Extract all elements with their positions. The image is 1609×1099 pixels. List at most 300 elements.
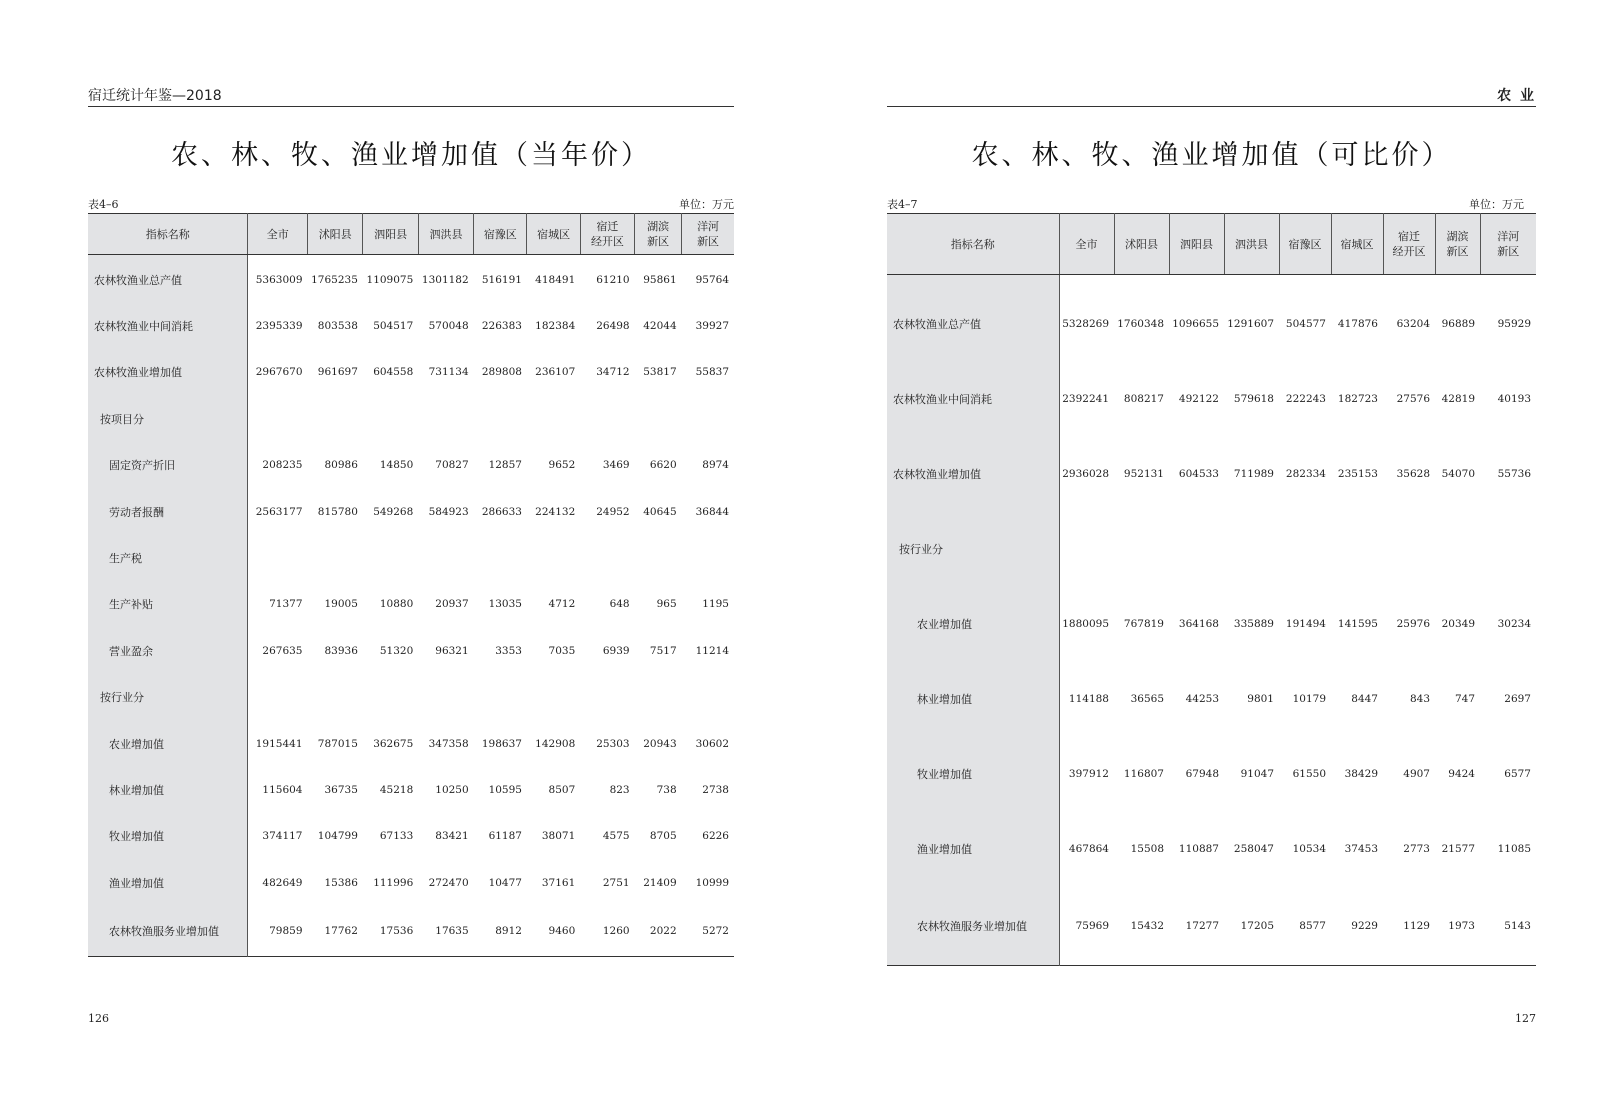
cell-value: 96321 [435,644,469,657]
cell-value: 8577 [1299,919,1326,932]
cell-value: 115604 [262,783,303,796]
cell-value [308,396,363,442]
table-title: 农、林、牧、渔业增加值（当年价） [171,140,651,171]
cell-value: 272470 [428,876,469,889]
cell-value: 5143 [1504,919,1531,932]
cell-value: 2936028 [1062,468,1109,480]
cell-value: 55736 [1497,468,1531,480]
cell-value [363,535,418,581]
cell-value: 747 [1454,693,1475,705]
cell-value [682,535,734,581]
cell-value: 843 [1409,693,1430,705]
cell-value: 10179 [1292,693,1326,705]
cell-value: 20349 [1441,618,1475,630]
table-row [88,813,734,859]
cell-value: 30234 [1497,618,1531,630]
cell-value: 67948 [1185,768,1219,780]
cell-value: 648 [609,598,630,611]
column-header: 宿豫区 [1279,214,1331,275]
running-header [887,86,1536,107]
row-label: 按行业分 [887,512,1059,587]
cell-value: 1109075 [366,273,414,286]
cell-value: 1915441 [255,737,303,750]
table-row [887,512,1536,587]
cell-value: 83421 [435,830,469,843]
table-row [88,396,734,442]
cell-value: 6226 [702,830,729,843]
cell-value: 6577 [1504,768,1531,780]
cell-value: 19005 [324,598,358,611]
cell-value: 808217 [1123,393,1164,405]
cell-value: 2773 [1403,843,1430,855]
cell-value: 10477 [488,876,522,889]
table-row [88,767,734,813]
column-header: 沭阳县 [308,214,363,255]
cell-value: 111996 [373,876,414,889]
row-label: 渔业增加值 [887,812,1059,887]
cell-value [248,396,308,442]
cell-value: 5328269 [1062,318,1109,331]
cell-value: 10534 [1292,843,1326,855]
cell-value: 26498 [596,320,630,333]
cell-value: 504577 [1285,318,1326,331]
cell-value: 14850 [379,459,414,472]
cell-value: 235153 [1337,468,1378,480]
cell-value: 95861 [643,273,677,286]
table-row [88,581,734,627]
cell-value [580,674,634,720]
cell-value: 191494 [1285,618,1326,630]
table-row [887,275,1536,362]
cell-value: 549268 [373,505,414,518]
cell-value: 823 [609,783,630,796]
cell-value: 965 [656,598,677,611]
cell-value: 5272 [702,924,729,937]
cell-value [363,674,418,720]
cell-value: 952131 [1123,468,1164,480]
cell-value [1224,512,1279,587]
column-header: 泗洪县 [418,214,473,255]
cell-value: 5363009 [255,273,303,286]
cell-value: 604558 [373,366,414,379]
cell-value [682,674,734,720]
cell-value [527,535,580,581]
table-row [88,535,734,581]
table-row [88,906,734,956]
cell-value: 110887 [1178,843,1219,855]
cell-value: 37161 [541,876,576,889]
cell-value: 15432 [1130,919,1164,932]
cell-value [1435,512,1480,587]
cell-value: 63204 [1396,318,1430,331]
table-row [887,887,1536,966]
cell-value: 1765235 [311,273,358,286]
cell-value: 516191 [481,273,522,286]
cell-value: 36844 [695,505,729,518]
cell-value [635,535,682,581]
cell-value: 9424 [1448,768,1475,780]
table-number: 表4–7 [887,198,918,211]
cell-value: 8447 [1351,693,1378,705]
cell-value: 114188 [1068,693,1109,705]
cell-value: 38071 [541,830,576,843]
row-label: 农林牧渔业总产值 [88,255,248,303]
cell-value: 579618 [1233,393,1274,405]
cell-value: 61550 [1292,768,1326,780]
table-row [887,812,1536,887]
cell-value: 182384 [535,320,576,333]
cell-value: 1129 [1403,919,1430,932]
row-label: 农林牧渔业增加值 [88,349,248,395]
page-number: 127 [1515,1012,1536,1025]
row-label: 按行业分 [88,674,248,720]
cell-value: 104799 [317,830,358,843]
column-header: 宿城区 [527,214,580,255]
cell-value: 10250 [435,783,469,796]
row-label: 农林牧渔服务业增加值 [887,887,1059,966]
cell-value: 335889 [1233,618,1274,630]
column-header: 洋河 新区 [682,214,734,255]
column-header: 泗洪县 [1224,214,1279,275]
cell-value: 13035 [488,598,522,611]
cell-value: 17635 [435,924,469,937]
unit-label: 单位：万元 [679,198,734,211]
cell-value: 289808 [481,366,522,379]
column-header: 全市 [248,214,308,255]
cell-value [418,535,473,581]
cell-value: 482649 [262,876,303,889]
cell-value: 8705 [649,830,677,843]
table-row [88,860,734,906]
cell-value [1480,512,1536,587]
cell-value: 364168 [1178,618,1219,630]
row-label: 牧业增加值 [88,813,248,859]
column-header: 全市 [1059,214,1114,275]
cell-value: 9801 [1247,693,1274,705]
cell-value [1059,512,1114,587]
table-row [88,349,734,395]
row-label: 林业增加值 [887,662,1059,737]
cell-value: 71377 [269,598,303,611]
cell-value: 347358 [428,737,469,750]
cell-value [580,396,634,442]
cell-value: 36565 [1130,693,1164,705]
cell-value [418,396,473,442]
chapter-title: 农 业 [1497,88,1536,104]
table-row [88,488,734,534]
cell-value: 8912 [495,924,522,937]
cell-value: 418491 [535,273,576,286]
cell-value: 21409 [643,876,677,889]
cell-value: 1760348 [1117,318,1164,331]
cell-value: 492122 [1178,393,1219,405]
right-page [887,0,1536,1099]
cell-value: 4712 [548,598,576,611]
cell-value: 142908 [535,737,576,750]
cell-value: 1880095 [1062,618,1109,630]
unit-label: 单位：万元 [1469,198,1524,211]
cell-value: 27576 [1396,393,1430,405]
cell-value: 9652 [548,459,576,472]
cell-value: 25976 [1396,618,1430,630]
cell-value: 222243 [1285,393,1326,405]
row-label: 农林牧渔业中间消耗 [887,362,1059,437]
cell-value: 70827 [435,459,469,472]
cell-value: 815780 [317,505,358,518]
cell-value [474,674,527,720]
row-label: 农林牧渔服务业增加值 [88,906,248,956]
cell-value: 34712 [596,366,630,379]
cell-value: 198637 [481,737,522,750]
cell-value: 3469 [602,459,630,472]
cell-value: 96889 [1441,318,1475,331]
cell-value: 787015 [317,737,358,750]
cell-value [418,674,473,720]
cell-value: 467864 [1068,843,1109,855]
cell-value: 79859 [269,924,303,937]
cell-value: 2697 [1504,693,1531,705]
cell-value: 24952 [596,505,630,518]
cell-value: 30602 [695,737,729,750]
table-row [88,628,734,674]
row-label: 生产补贴 [88,581,248,627]
column-header-name: 指标名称 [88,214,248,255]
table-row [887,362,1536,437]
cell-value: 44253 [1185,693,1219,705]
cell-value [248,674,308,720]
cell-value: 4907 [1403,768,1430,780]
cell-value: 17536 [379,924,414,937]
column-header: 宿迁 经开区 [580,214,634,255]
cell-value: 36735 [324,783,358,796]
cell-value [1169,512,1224,587]
column-header-name: 指标名称 [887,214,1059,275]
cell-value: 83936 [324,644,358,657]
cell-value [248,535,308,581]
row-label: 农林牧渔业中间消耗 [88,303,248,349]
cell-value: 15386 [324,876,358,889]
cell-value: 961697 [317,366,358,379]
cell-value: 2395339 [255,320,303,333]
cell-value: 286633 [481,505,522,518]
cell-value: 604533 [1178,468,1219,480]
cell-value [474,396,527,442]
row-label: 农业增加值 [88,720,248,766]
cell-value: 20937 [435,598,469,611]
cell-value: 37453 [1344,843,1378,855]
left-page [88,0,734,1099]
table-title: 农、林、牧、渔业增加值（可比价） [971,140,1452,171]
cell-value: 10880 [379,598,414,611]
cell-value [363,396,418,442]
cell-value: 397912 [1068,768,1109,780]
cell-value: 236107 [535,366,576,379]
column-header: 泗阳县 [1169,214,1224,275]
header-row [88,214,734,255]
cell-value [635,674,682,720]
cell-value: 40193 [1497,393,1531,405]
table-row [887,587,1536,662]
cell-value: 1301182 [421,273,469,286]
cell-value: 1260 [602,924,630,937]
cell-value: 51320 [379,644,414,657]
cell-value: 55837 [695,366,729,379]
data-table [88,213,734,957]
cell-value: 9229 [1351,919,1378,932]
table-meta [88,196,734,210]
cell-value: 6620 [649,459,677,472]
cell-value: 258047 [1233,843,1274,855]
table-row [88,255,734,303]
column-header: 洋河 新区 [1480,214,1536,275]
cell-value: 40645 [643,505,677,518]
cell-value: 2563177 [255,505,303,518]
row-label: 林业增加值 [88,767,248,813]
cell-value: 67133 [379,830,414,843]
cell-value [474,535,527,581]
cell-value: 141595 [1337,618,1378,630]
row-label: 生产税 [88,535,248,581]
header-row [887,214,1536,275]
cell-value [1279,512,1331,587]
cell-value: 7517 [649,644,677,657]
row-label: 农业增加值 [887,587,1059,662]
cell-value: 2022 [649,924,677,937]
table-number: 表4–6 [88,198,119,211]
cell-value: 17277 [1185,919,1219,932]
cell-value [1331,512,1383,587]
cell-value: 38429 [1344,768,1378,780]
cell-value: 21577 [1441,843,1475,855]
cell-value: 91047 [1240,768,1274,780]
cell-value: 42819 [1441,393,1475,405]
column-header: 沭阳县 [1114,214,1169,275]
cell-value: 11214 [695,644,729,657]
table-row [887,737,1536,812]
table-meta [887,196,1536,210]
cell-value: 17205 [1240,919,1274,932]
cell-value: 95764 [695,273,729,286]
cell-value: 53817 [643,366,677,379]
cell-value: 711989 [1233,468,1274,480]
table-row [887,662,1536,737]
cell-value: 374117 [262,830,303,843]
cell-value [308,535,363,581]
page-number: 126 [88,1012,109,1025]
cell-value: 417876 [1337,318,1378,331]
cell-value: 267635 [262,644,303,657]
cell-value: 61187 [488,830,522,843]
cell-value: 15508 [1130,843,1164,855]
cell-value: 1291607 [1227,318,1274,331]
cell-value [1114,512,1169,587]
cell-value: 282334 [1285,468,1326,480]
cell-value: 11085 [1497,843,1531,855]
cell-value: 9460 [548,924,576,937]
cell-value: 182723 [1337,393,1378,405]
cell-value: 12857 [488,459,522,472]
cell-value: 767819 [1123,618,1164,630]
cell-value: 584923 [428,505,469,518]
row-label: 按项目分 [88,396,248,442]
cell-value: 8507 [548,783,576,796]
cell-value: 116807 [1123,768,1164,780]
cell-value: 2967670 [255,366,303,379]
cell-value: 95929 [1497,318,1531,331]
row-label: 农林牧渔业增加值 [887,437,1059,512]
cell-value: 4575 [602,830,630,843]
cell-value [635,396,682,442]
cell-value: 75969 [1075,919,1109,932]
cell-value [527,674,580,720]
column-header: 湖滨 新区 [1435,214,1480,275]
cell-value: 2738 [702,783,729,796]
cell-value: 10999 [695,876,729,889]
cell-value: 1096655 [1172,318,1219,331]
running-header [88,86,734,107]
cell-value: 10595 [488,783,522,796]
row-label: 劳动者报酬 [88,488,248,534]
row-label: 固定资产折旧 [88,442,248,488]
cell-value: 731134 [428,366,469,379]
column-header: 湖滨 新区 [635,214,682,255]
cell-value: 7035 [548,644,576,657]
cell-value [308,674,363,720]
row-label: 农林牧渔业总产值 [887,275,1059,362]
cell-value: 80986 [324,459,358,472]
cell-value: 39927 [695,320,729,333]
table-row [88,442,734,488]
table-row [88,674,734,720]
cell-value [682,396,734,442]
cell-value: 362675 [373,737,414,750]
cell-value: 3353 [495,644,522,657]
cell-value: 2751 [602,876,630,889]
cell-value: 20943 [643,737,677,750]
cell-value: 6939 [602,644,630,657]
column-header: 宿豫区 [474,214,527,255]
yearbook-title: 宿迁统计年鉴—2018 [88,88,222,104]
cell-value: 54070 [1441,468,1475,480]
cell-value: 803538 [317,320,358,333]
cell-value: 42044 [643,320,677,333]
cell-value: 61210 [596,273,630,286]
cell-value [580,535,634,581]
column-header: 宿城区 [1331,214,1383,275]
cell-value: 224132 [535,505,576,518]
cell-value [527,396,580,442]
cell-value: 1973 [1448,919,1475,932]
cell-value: 570048 [428,320,469,333]
row-label: 营业盈余 [88,628,248,674]
cell-value: 45218 [379,783,414,796]
table-row [88,720,734,766]
cell-value: 226383 [481,320,522,333]
cell-value: 2392241 [1062,393,1109,405]
cell-value: 8974 [702,459,729,472]
cell-value: 1195 [702,598,729,611]
cell-value: 208235 [262,459,303,472]
cell-value: 25303 [596,737,630,750]
data-table [887,213,1536,966]
cell-value: 35628 [1396,468,1430,480]
table-row [88,303,734,349]
column-header: 泗阳县 [363,214,418,255]
cell-value: 738 [656,783,677,796]
table-row [887,437,1536,512]
column-header: 宿迁 经开区 [1383,214,1435,275]
cell-value: 17762 [324,924,358,937]
